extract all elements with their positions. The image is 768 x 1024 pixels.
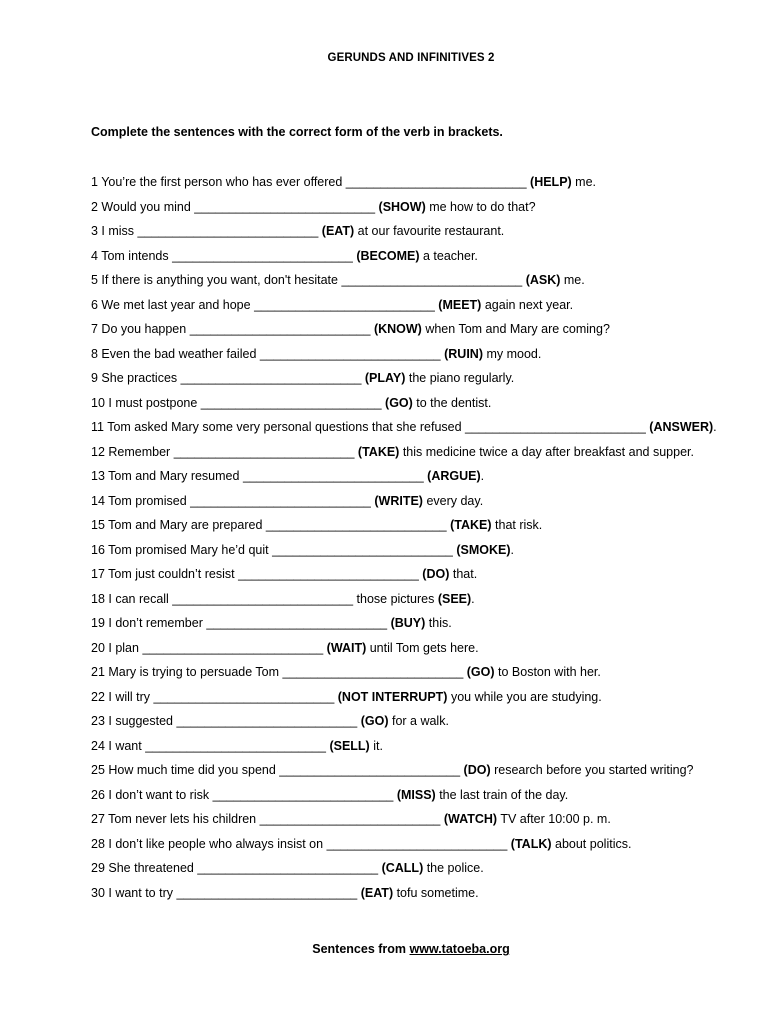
exercise-item <box>91 591 741 616</box>
answer-blank[interactable]: __________________________ <box>242 469 424 483</box>
answer-blank[interactable]: __________________________ <box>206 616 388 630</box>
item-text-end: this medicine twice a day after breakfast and supper. <box>399 444 694 459</box>
verb-prompt: (SHOW) <box>378 199 426 214</box>
item-text-end: to the dentist. <box>412 395 492 410</box>
verb-prompt: (ANSWER) <box>649 420 714 434</box>
verb-prompt: (PLAY) <box>364 371 406 385</box>
item-text: 16 Tom promised Mary he’d quit <box>91 542 273 557</box>
item-text-end: me how to do that? <box>425 199 536 214</box>
item-text: 11 Tom asked Mary some very personal questions that she refused <box>91 420 466 434</box>
item-text: 18 I can recall <box>91 591 173 606</box>
answer-blank[interactable]: __________________________ <box>153 689 335 704</box>
exercise-item <box>91 738 741 763</box>
exercise-item <box>91 297 741 322</box>
answer-blank[interactable]: __________________________ <box>259 812 441 826</box>
answer-blank[interactable]: __________________________ <box>176 885 358 900</box>
answer-blank[interactable]: __________________________ <box>194 199 376 214</box>
verb-prompt: (ASK) <box>525 273 561 287</box>
instructions: Complete the sentences with the correct form of the verb in brackets. <box>91 125 503 139</box>
answer-blank[interactable]: __________________________ <box>189 322 371 336</box>
exercise-item <box>91 444 741 469</box>
answer-blank[interactable]: __________________________ <box>173 444 355 459</box>
item-text: 23 I suggested <box>91 714 177 728</box>
verb-prompt: (CALL) <box>381 861 424 875</box>
item-text: 20 I plan <box>91 640 143 655</box>
verb-prompt: (GO) <box>385 395 413 410</box>
exercise-item <box>91 199 741 224</box>
verb-prompt: (EAT) <box>321 224 355 238</box>
item-text: 12 Remember <box>91 444 174 459</box>
item-text: 17 Tom just couldn’t resist <box>91 567 239 581</box>
item-text-end: me. <box>560 273 585 287</box>
answer-blank[interactable]: __________________________ <box>265 518 447 532</box>
item-text: 21 Mary is trying to persuade Tom <box>91 665 283 679</box>
item-text: 19 I don’t remember <box>91 616 207 630</box>
verb-prompt: (DO) <box>463 763 491 777</box>
item-text-end: a teacher. <box>419 248 478 263</box>
answer-blank[interactable]: __________________________ <box>142 640 324 655</box>
exercise-item <box>91 248 741 273</box>
exercise-item <box>91 713 741 738</box>
item-text: 2 Would you mind <box>91 199 195 214</box>
answer-blank[interactable]: __________________________ <box>254 297 435 312</box>
item-text-end: when Tom and Mary are coming? <box>421 322 610 336</box>
item-text: 3 I miss <box>91 224 138 238</box>
answer-blank[interactable]: __________________________ <box>465 420 646 434</box>
exercise-item <box>91 762 741 787</box>
answer-blank[interactable]: __________________________ <box>259 346 441 361</box>
item-text-end: the police. <box>423 861 484 875</box>
item-text: 7 Do you happen <box>91 322 190 336</box>
exercise-item <box>91 517 741 542</box>
verb-prompt: (TAKE) <box>450 518 492 532</box>
exercise-item <box>91 346 741 371</box>
verb-prompt: (EAT) <box>360 885 394 900</box>
answer-blank[interactable]: __________________________ <box>238 567 419 581</box>
exercise-item <box>91 787 741 812</box>
answer-blank[interactable]: __________________________ <box>137 224 319 238</box>
answer-blank[interactable]: __________________________ <box>172 591 354 606</box>
answer-blank[interactable]: __________________________ <box>176 714 358 728</box>
item-text-end: at our favourite restaurant. <box>354 224 505 238</box>
verb-prompt: (SMOKE) <box>456 542 511 557</box>
item-text-middle: those pictures <box>353 591 438 606</box>
item-text: 15 Tom and Mary are prepared <box>91 518 266 532</box>
verb-prompt: (SEE) <box>437 591 472 606</box>
item-text-end: again next year. <box>481 297 574 312</box>
item-text: 9 She practices <box>91 371 181 385</box>
exercise-item <box>91 615 741 640</box>
item-text-end: you while you are studying. <box>447 689 602 704</box>
answer-blank[interactable]: __________________________ <box>326 836 508 851</box>
item-text: 13 Tom and Mary resumed <box>91 469 243 483</box>
verb-prompt: (BECOME) <box>356 248 420 263</box>
answer-blank[interactable]: __________________________ <box>200 395 382 410</box>
item-text: 27 Tom never lets his children <box>91 812 260 826</box>
verb-prompt: (DO) <box>422 567 450 581</box>
exercise-item <box>91 640 741 665</box>
item-text-end: . <box>471 591 475 606</box>
exercise-item <box>91 664 741 689</box>
item-text-end: about politics. <box>551 836 632 851</box>
exercise-item <box>91 542 741 567</box>
item-text: 10 I must postpone <box>91 395 201 410</box>
item-text-end: tofu sometime. <box>393 885 479 900</box>
verb-prompt: (GO) <box>360 714 389 728</box>
item-text-end: TV after 10:00 p. m. <box>497 812 611 826</box>
verb-prompt: (BUY) <box>390 616 426 630</box>
item-text-end: . <box>713 420 717 434</box>
answer-blank[interactable]: __________________________ <box>197 861 379 875</box>
exercise-item <box>91 321 741 346</box>
item-text: 5 If there is anything you want, don't hesitate <box>91 273 342 287</box>
verb-prompt: (MISS) <box>396 787 436 802</box>
exercise-item <box>91 885 741 910</box>
verb-prompt: (TALK) <box>510 836 552 851</box>
answer-blank[interactable]: __________________________ <box>190 493 371 508</box>
item-text-end: me. <box>571 175 597 189</box>
exercise-item <box>91 836 741 861</box>
item-text-end: my mood. <box>483 346 542 361</box>
item-text: 1 You’re the first person who has ever offered <box>91 175 346 189</box>
exercise-list <box>91 174 741 909</box>
verb-prompt: (WAIT) <box>326 640 367 655</box>
exercise-item <box>91 272 741 297</box>
item-text-end: until Tom gets here. <box>366 640 479 655</box>
exercise-item <box>91 689 741 714</box>
item-text-end: . <box>480 469 485 483</box>
item-text-end: that. <box>449 567 478 581</box>
footer-prefix: Sentences from <box>312 942 410 956</box>
item-text: 8 Even the bad weather failed <box>91 346 260 361</box>
footer-credit <box>0 942 768 956</box>
item-text: 24 I want <box>91 738 146 753</box>
answer-blank[interactable]: __________________________ <box>180 371 362 385</box>
answer-blank[interactable]: __________________________ <box>172 248 353 263</box>
answer-blank[interactable]: __________________________ <box>345 175 527 189</box>
exercise-item <box>91 395 741 420</box>
item-text-end: the piano regularly. <box>405 371 515 385</box>
item-text: 22 I will try <box>91 689 154 704</box>
item-text-end: research before you started writing? <box>490 763 694 777</box>
verb-prompt: (MEET) <box>438 297 482 312</box>
item-text-end: that risk. <box>491 518 543 532</box>
item-text-end: . <box>510 542 514 557</box>
exercise-item <box>91 566 741 591</box>
item-text: 28 I don’t like people who always insist on <box>91 836 327 851</box>
verb-prompt: (WRITE) <box>374 493 423 508</box>
verb-prompt: (GO) <box>466 665 495 679</box>
answer-blank[interactable]: __________________________ <box>282 665 464 679</box>
exercise-item <box>91 419 741 444</box>
exercise-item <box>91 174 741 199</box>
exercise-item <box>91 370 741 395</box>
exercise-item <box>91 223 741 248</box>
item-text-end: this. <box>425 616 452 630</box>
item-text: 29 She threatened <box>91 861 198 875</box>
item-text: 14 Tom promised <box>91 493 191 508</box>
answer-blank[interactable]: __________________________ <box>341 273 523 287</box>
verb-prompt: (RUIN) <box>444 346 483 361</box>
item-text-end: every day. <box>422 493 484 508</box>
item-text-end: the last train of the day. <box>435 787 569 802</box>
page-title: GERUNDS AND INFINITIVES 2 <box>327 52 495 64</box>
item-text: 4 Tom intends <box>91 248 173 263</box>
item-text: 6 We met last year and hope <box>91 297 255 312</box>
exercise-item <box>91 493 741 518</box>
answer-blank[interactable]: __________________________ <box>272 542 453 557</box>
item-text: 25 How much time did you spend <box>91 763 280 777</box>
answer-blank[interactable]: __________________________ <box>212 787 394 802</box>
item-text-end: for a walk. <box>388 714 449 728</box>
verb-prompt: (WATCH) <box>443 812 498 826</box>
verb-prompt: (KNOW) <box>373 322 422 336</box>
item-text: 26 I don’t want to risk <box>91 787 213 802</box>
answer-blank[interactable]: __________________________ <box>279 763 461 777</box>
item-text: 30 I want to try <box>91 885 177 900</box>
verb-prompt: (TAKE) <box>357 444 400 459</box>
verb-prompt: (ARGUE) <box>427 469 481 483</box>
answer-blank[interactable]: __________________________ <box>145 738 326 753</box>
exercise-item <box>91 860 741 885</box>
tatoeba-link[interactable]: www.tatoeba.org <box>409 942 510 956</box>
verb-prompt: (SELL) <box>329 738 370 753</box>
item-text-end: to Boston with her. <box>494 665 601 679</box>
item-text-end: it. <box>369 738 383 753</box>
verb-prompt: (HELP) <box>530 175 572 189</box>
verb-prompt: (NOT INTERRUPT) <box>337 689 448 704</box>
exercise-item <box>91 811 741 836</box>
exercise-item <box>91 468 741 493</box>
